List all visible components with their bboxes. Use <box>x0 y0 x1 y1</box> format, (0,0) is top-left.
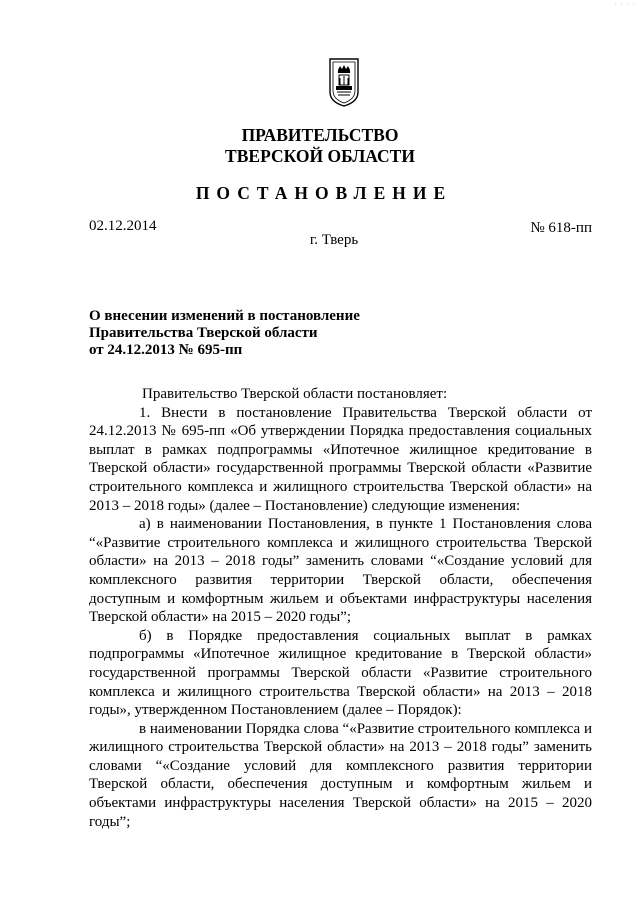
emblem-icon <box>328 56 360 108</box>
body-paragraph-name: в наименовании Порядка слова “«Развитие строительного комплекса и жилищного строительства Тверской области» на 2013 – 2018 годы” заменить словами “«Создание условий для комплексного развития территории Тверской области, обеспечения доступным и комфортным жильем и объектами инфраструктуры населения Тверской области» на 2015 – 2020 годы”; <box>89 720 592 830</box>
document-date: 02.12.2014 <box>89 218 157 234</box>
body-paragraph-a: а) в наименовании Постановления, в пункте 1 Постановления слова “«Развитие строительного комплекса и жилищного строительства Тверской области» на 2013 – 2018 годы” заменить словами “«Создание условий для комплексного развития территории Тверской области, обеспечения доступным и комфортным жильем и объектами инфраструктуры населения Тверской области» на 2015 – 2020 годы”; <box>89 516 592 626</box>
document-type-title: ПОСТАНОВЛЕНИЕ <box>195 183 453 203</box>
document-city: г. Тверь <box>309 232 359 248</box>
document-subject <box>89 308 360 359</box>
body-intro: Правительство Тверской области постановляет: <box>142 386 448 402</box>
body-paragraph-1: 1. Внести в постановление Правительства Тверской области от 24.12.2013 № 695-пп «Об утверждении Порядка предоставления социальных выплат в рамках подпрограммы «Ипотечное жилищное кредитование в Тверской области» государственной программы Тверской области «Развитие строительного комплекса и жилищного строительства Тверской области» на 2013 – 2018 годы» (далее – Постановление) следующие изменения: <box>89 404 592 514</box>
subject-line1: О внесении изменений в постановление <box>89 308 360 324</box>
document-number: № 618-пп <box>530 220 592 236</box>
subject-line3: от 24.12.2013 № 695-пп <box>89 342 243 358</box>
org-name-line2: ТВЕРСКОЙ ОБЛАСТИ <box>225 146 415 166</box>
org-name-line1: ПРАВИТЕЛЬСТВО <box>241 125 399 145</box>
subject-line2: Правительства Тверской области <box>89 325 318 341</box>
coat-of-arms-emblem <box>328 56 360 108</box>
body-paragraph-b: б) в Порядке предоставления социальных выплат в рамках подпрограммы «Ипотечное жилищное кредитование в Тверской области» государственной программы Тверской области «Развитие строительного комплекса и жилищного строительства Тверской области» на 2013 – 2018 годы», утвержденном Постановлением (далее – Порядок): <box>89 627 592 719</box>
scan-corner-mark: · · · · <box>614 0 636 8</box>
document-body <box>89 385 592 831</box>
